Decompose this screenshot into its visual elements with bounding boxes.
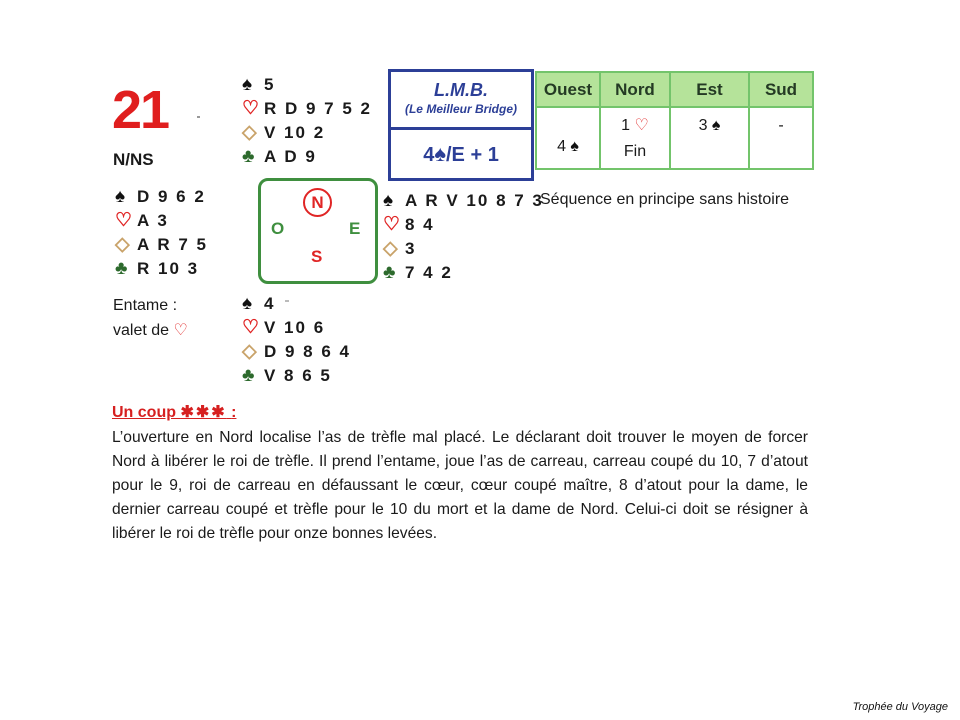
north-clubs: A D 9	[264, 147, 317, 166]
heart-icon: ♡	[242, 98, 260, 119]
coup-title	[112, 402, 236, 422]
east-hand	[383, 189, 544, 285]
west-diamonds-row	[115, 233, 208, 257]
west-spades: D 9 6 2	[137, 187, 206, 206]
west-clubs: R 10 3	[137, 259, 200, 278]
lmb-contract	[391, 130, 531, 179]
heart-icon: ♡	[383, 214, 401, 235]
bid-est-level: 3	[698, 117, 708, 134]
west-hearts-row	[115, 209, 208, 233]
club-icon: ♣	[115, 258, 128, 279]
compass-south: S	[311, 247, 323, 266]
contract-result: /E + 1	[446, 144, 499, 166]
spade-icon: ♠	[434, 141, 446, 166]
north-hand	[242, 73, 372, 169]
east-spades-row	[383, 189, 544, 213]
compass-east: E	[349, 219, 361, 238]
west-clubs-row	[115, 257, 208, 281]
bid-nord	[600, 107, 670, 169]
scan-mark	[197, 116, 200, 118]
heart-icon: ♡	[242, 317, 260, 338]
diamond-icon: ◇	[242, 122, 257, 143]
spade-icon: ♠	[711, 117, 721, 134]
bidding-header-sud: Sud	[749, 72, 813, 107]
lead-card-text: valet de	[113, 322, 170, 339]
bid-ouest	[536, 107, 600, 169]
compass-west: O	[271, 219, 285, 238]
spade-icon: ♠	[570, 138, 579, 155]
diamond-icon: ◇	[383, 238, 398, 259]
north-spades-row	[242, 73, 372, 97]
north-spades: 5	[264, 75, 276, 94]
bidding-header-est: Est	[670, 72, 749, 107]
bid-line	[601, 113, 669, 139]
south-hand	[242, 292, 351, 388]
north-diamonds: V 10 2	[264, 123, 326, 142]
coup-title-colon: :	[231, 404, 237, 421]
compass-box	[258, 178, 378, 284]
west-spades-row	[115, 185, 208, 209]
spade-icon: ♠	[383, 190, 394, 211]
south-spades: 4	[264, 294, 276, 313]
club-icon: ♣	[383, 262, 396, 283]
heart-icon: ♡	[634, 117, 649, 134]
south-diamonds-row	[242, 340, 351, 364]
lmb-header	[391, 72, 531, 130]
diamond-icon: ◇	[242, 341, 257, 362]
south-clubs-row	[242, 364, 351, 388]
lead-label: Entame :	[113, 297, 178, 314]
heart-icon: ♡	[115, 210, 133, 231]
west-hearts: A 3	[137, 211, 169, 230]
opening-lead	[113, 293, 188, 343]
bid-est	[670, 107, 749, 169]
heart-icon: ♡	[173, 322, 188, 339]
east-clubs: 7 4 2	[405, 263, 453, 282]
lead-card	[113, 318, 188, 343]
scan-mark	[285, 300, 289, 302]
east-clubs-row	[383, 261, 544, 285]
bid-line	[671, 113, 748, 139]
south-hearts: V 10 6	[264, 318, 326, 337]
spade-icon: ♠	[242, 74, 253, 95]
bidding-header-nord: Nord	[600, 72, 670, 107]
east-spades: A R V 10 8 7 3	[405, 191, 544, 210]
spade-icon: ♠	[115, 186, 126, 207]
bidding-comment: Séquence en principe sans histoire	[540, 191, 790, 208]
lmb-title: L.M.B.	[434, 80, 488, 100]
bid-line	[537, 134, 599, 160]
east-hearts-row	[383, 213, 544, 237]
west-hand	[115, 185, 208, 281]
contract-level: 4	[423, 144, 435, 166]
bid-sud-value: -	[778, 117, 784, 134]
board-number: 21	[112, 80, 169, 140]
lmb-subtitle: (Le Meilleur Bridge)	[404, 102, 517, 116]
bid-ouest-level: 4	[557, 138, 566, 155]
spade-icon: ♠	[242, 293, 253, 314]
lmb-result-box	[388, 69, 534, 181]
west-diamonds: A R 7 5	[137, 235, 209, 254]
coup-title-text: Un coup	[112, 404, 176, 421]
north-diamonds-row	[242, 121, 372, 145]
south-diamonds: D 9 8 6 4	[264, 342, 351, 361]
star-rating-icon: ✱✱✱	[180, 404, 227, 421]
vulnerability: N/NS	[113, 150, 154, 169]
east-diamonds-row	[383, 237, 544, 261]
bid-line-empty	[537, 108, 599, 134]
south-clubs: V 8 6 5	[264, 366, 332, 385]
south-spades-row	[242, 292, 351, 316]
bid-sud	[749, 107, 813, 169]
club-icon: ♣	[242, 146, 255, 167]
east-diamonds: 3	[405, 239, 417, 258]
bid-nord-level: 1	[621, 117, 631, 134]
bidding-table	[535, 71, 814, 170]
north-hearts-row	[242, 97, 372, 121]
diamond-icon: ◇	[115, 234, 130, 255]
north-clubs-row	[242, 145, 372, 169]
bid-nord-final: Fin	[623, 143, 647, 160]
coup-explanation: L’ouverture en Nord localise l’as de trèfle mal placé. Le déclarant doit trouver le moyen de forcer Nord à libérer le roi de trèfle. Il prend l’entame, joue l’as de carreau, carreau coupé du 10, 7 d’atout pour le 9, roi de carreau en défaussant le cœur, cœur coupé maître, 8 d’atout pour la dame, le dernier carreau coupé et trèfle pour le 10 du mort et la dame de Nord. Celui-ci doit se résigner à libérer le roi de trèfle pour onze bonnes levées.	[112, 429, 808, 542]
bidding-header-ouest: Ouest	[536, 72, 600, 107]
north-hearts: R D 9 7 5 2	[264, 99, 372, 118]
footer-caption: Trophée du Voyage	[852, 701, 948, 713]
club-icon: ♣	[242, 365, 255, 386]
south-hearts-row	[242, 316, 351, 340]
compass-north: N	[303, 188, 332, 217]
east-hearts: 8 4	[405, 215, 435, 234]
